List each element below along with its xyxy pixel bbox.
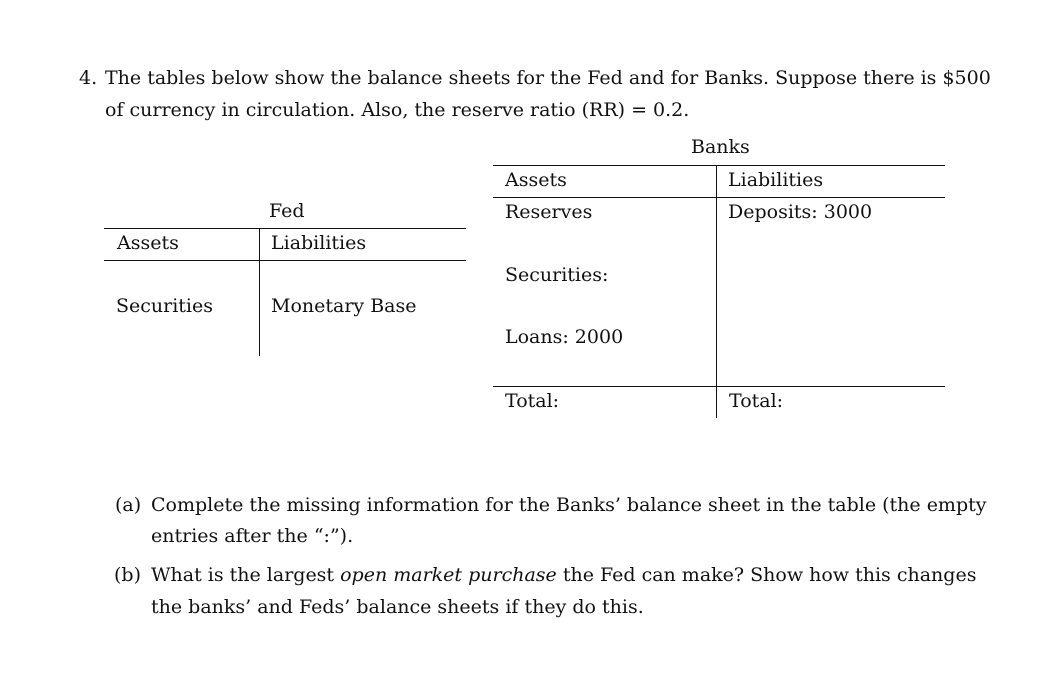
problem-text-line2: of currency in circulation. Also, the reserve ratio (RR) = 0.2. (105, 99, 690, 121)
part-b-line1-pre: What is the largest (151, 564, 341, 586)
banks-total-rule (493, 386, 945, 387)
part-b-emphasis: open market purchase (340, 564, 557, 586)
part-b-line1-post: the Fed can make? Show how this changes (556, 564, 977, 586)
part-a-label: (a) (115, 494, 142, 516)
banks-top-rule (493, 165, 945, 166)
banks-assets-header: Assets (505, 169, 567, 191)
banks-asset-securities: Securities: (505, 264, 609, 286)
banks-asset-reserves: Reserves (505, 201, 593, 223)
fed-title: Fed (269, 200, 305, 222)
fed-assets-header: Assets (117, 232, 179, 254)
fed-top-rule (104, 228, 466, 229)
banks-asset-loans: Loans: 2000 (505, 326, 624, 348)
part-b-line1 (151, 564, 976, 586)
banks-header-rule (493, 197, 945, 198)
fed-header-rule (104, 260, 466, 261)
problem-text-line1: The tables below show the balance sheets for the Fed and for Banks. Suppose there is $500 (105, 67, 991, 89)
fed-liabilities-header: Liabilities (271, 232, 367, 254)
part-b-label: (b) (114, 564, 141, 586)
banks-liabilities-total: Total: (729, 390, 784, 412)
part-a-line1: Complete the missing information for the Banks’ balance sheet in the table (the empty (151, 494, 987, 516)
problem-number: 4. (79, 67, 98, 89)
part-a-line2: entries after the “:”). (151, 525, 354, 547)
banks-title: Banks (691, 136, 750, 158)
banks-liability-deposits: Deposits: 3000 (728, 201, 873, 223)
banks-liabilities-header: Liabilities (728, 169, 824, 191)
fed-asset-securities: Securities (116, 295, 214, 317)
fed-column-divider (259, 228, 260, 356)
part-b-line2: the banks’ and Feds’ balance sheets if they do this. (151, 596, 644, 618)
fed-liability-monetary-base: Monetary Base (271, 295, 417, 317)
banks-column-divider (716, 165, 717, 418)
banks-assets-total: Total: (505, 390, 560, 412)
